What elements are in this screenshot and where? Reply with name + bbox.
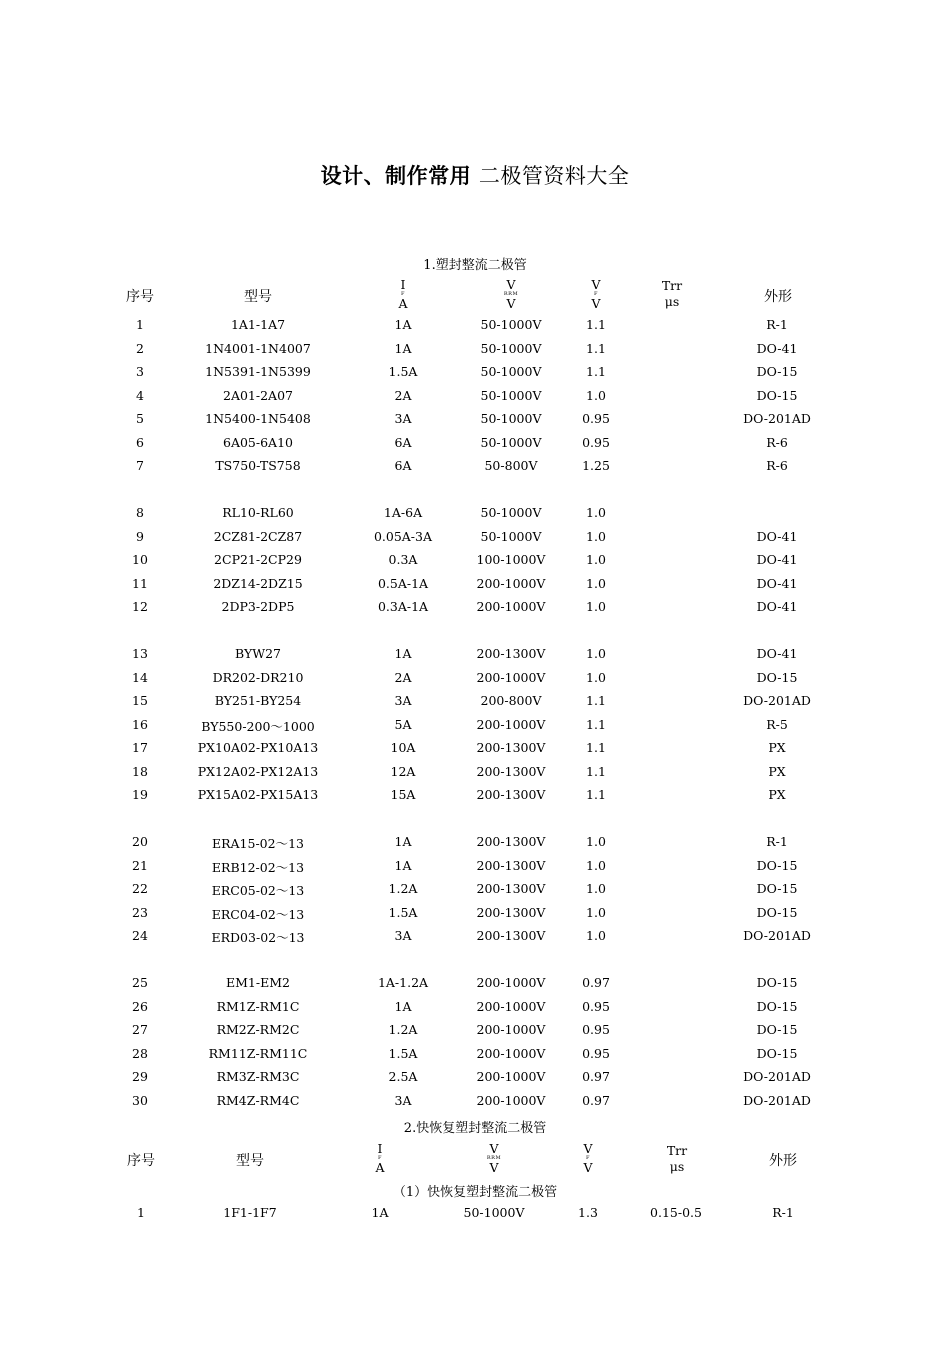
header-trr-symbol: Trr <box>661 278 683 293</box>
cell-vrrm: 200-1000V <box>476 1069 546 1084</box>
header-if <box>383 278 423 310</box>
cell-model: RM1Z-RM1C <box>216 999 300 1014</box>
cell-shape: R-6 <box>766 458 788 473</box>
cell-if: 3A <box>394 411 412 426</box>
cell-if: 3A <box>394 693 412 708</box>
cell-no: 9 <box>136 529 144 544</box>
cell-vf: 0.95 <box>582 999 610 1014</box>
cell-model: ERC04-02～13 <box>211 907 305 922</box>
cell-if: 3A <box>394 928 412 943</box>
cell-model: 2DP3-2DP5 <box>221 599 295 614</box>
table-row <box>0 646 950 666</box>
table-row <box>0 834 950 854</box>
cell-model: PX15A02-PX15A13 <box>197 787 319 802</box>
cell-vrrm: 200-1300V <box>476 787 546 802</box>
cell-vf: 0.97 <box>582 975 610 990</box>
cell-model: PX10A02-PX10A13 <box>197 740 319 755</box>
cell-vf: 1.1 <box>586 693 606 708</box>
cell-vf: 0.97 <box>582 1093 610 1108</box>
header-vf-subscript: F <box>594 291 598 297</box>
cell-if: 1A <box>394 834 412 849</box>
cell-vf: 1.0 <box>586 576 606 591</box>
cell-no: 15 <box>132 693 148 708</box>
cell-vrrm: 200-1000V <box>476 999 546 1014</box>
cell-if: 0.5A-1A <box>377 576 429 591</box>
cell-vrrm: 200-1000V <box>476 1046 546 1061</box>
cell-vf: 0.95 <box>582 411 610 426</box>
cell-vrrm: 50-1000V <box>480 505 542 520</box>
header-if-subscript: F <box>401 291 405 297</box>
cell-vf: 0.95 <box>582 1046 610 1061</box>
cell-shape: PX <box>768 764 786 779</box>
table-row <box>0 505 950 525</box>
cell-shape: DO-41 <box>756 576 798 591</box>
cell-vrrm: 50-1000V <box>480 435 542 450</box>
cell-vrrm: 50-1000V <box>480 411 542 426</box>
cell-if: 1A <box>394 317 412 332</box>
cell-shape: DO-15 <box>756 1022 798 1037</box>
table-row <box>0 458 950 478</box>
table-row <box>0 764 950 784</box>
cell-shape: DO-201AD <box>743 411 811 426</box>
table-row <box>0 341 950 361</box>
cell-vf: 1.0 <box>586 905 606 920</box>
cell-vrrm: 100-1000V <box>476 552 546 567</box>
table-row <box>0 1022 950 1042</box>
header-vrrm <box>486 278 536 310</box>
cell-vrrm: 200-1300V <box>476 881 546 896</box>
header-vrrm-unit: V <box>506 296 516 311</box>
header-vf-unit: V <box>583 1160 593 1175</box>
cell-vrrm: 50-1000V <box>463 1205 525 1220</box>
cell-no: 5 <box>136 411 144 426</box>
cell-no: 21 <box>132 858 148 873</box>
cell-if: 1A-1.2A <box>377 975 429 990</box>
header-model: 型号 <box>244 289 272 305</box>
header-vrrm-subscript: RRM <box>486 1155 502 1161</box>
header-vf-symbol: V <box>591 277 601 292</box>
cell-if: 2A <box>394 388 412 403</box>
table-row <box>0 552 950 572</box>
cell-vf: 1.0 <box>586 599 606 614</box>
cell-shape: R-1 <box>766 317 788 332</box>
cell-vf: 1.0 <box>586 388 606 403</box>
cell-vrrm: 200-1000V <box>476 1093 546 1108</box>
cell-shape: DO-201AD <box>743 1069 811 1084</box>
table-row <box>0 670 950 690</box>
cell-shape: DO-15 <box>756 858 798 873</box>
cell-model: DR202-DR210 <box>212 670 304 685</box>
cell-if: 1A <box>394 999 412 1014</box>
cell-no: 1 <box>136 317 144 332</box>
cell-no: 14 <box>132 670 148 685</box>
table-row <box>0 693 950 713</box>
cell-vf: 1.0 <box>586 552 606 567</box>
cell-vrrm: 200-1300V <box>476 928 546 943</box>
cell-if: 1A <box>394 858 412 873</box>
header-vrrm-subscript: RRM <box>503 291 519 297</box>
cell-vrrm: 200-1300V <box>476 740 546 755</box>
title-sub: 二极管资料大全 <box>478 164 630 188</box>
cell-if: 1.5A <box>388 364 418 379</box>
cell-model: RL10-RL60 <box>222 505 294 520</box>
cell-vrrm: 200-1000V <box>476 1022 546 1037</box>
cell-vf: 1.1 <box>586 364 606 379</box>
table-row <box>0 1205 950 1225</box>
cell-shape: R-5 <box>766 717 788 732</box>
cell-vrrm: 200-1300V <box>476 905 546 920</box>
cell-model: 6A05-6A10 <box>223 435 293 450</box>
title-main: 设计、制作常用 <box>320 163 472 188</box>
cell-model: ERC05-02～13 <box>211 883 305 898</box>
table-row <box>0 1046 950 1066</box>
table-row <box>0 1069 950 1089</box>
cell-if: 2A <box>394 670 412 685</box>
cell-shape: DO-15 <box>756 364 798 379</box>
cell-no: 28 <box>132 1046 148 1061</box>
cell-model: 1N5391-1N5399 <box>205 364 311 379</box>
cell-model: 2CZ81-2CZ87 <box>213 529 303 544</box>
header-no: 序号 <box>127 1153 155 1169</box>
cell-vrrm: 50-1000V <box>480 364 542 379</box>
cell-no: 20 <box>132 834 148 849</box>
cell-vf: 1.1 <box>586 787 606 802</box>
cell-shape: DO-15 <box>756 670 798 685</box>
header-shape: 外形 <box>764 289 792 305</box>
cell-model: BY251-BY254 <box>214 693 302 708</box>
cell-vf: 1.0 <box>586 529 606 544</box>
cell-no: 2 <box>136 341 144 356</box>
cell-vrrm: 200-1300V <box>476 646 546 661</box>
header-trr-unit: μs <box>669 1159 685 1174</box>
cell-no: 24 <box>132 928 148 943</box>
cell-no: 30 <box>132 1093 148 1108</box>
cell-if: 0.05A-3A <box>373 529 433 544</box>
header-vrrm-symbol: V <box>489 1141 499 1156</box>
page-title <box>0 160 950 190</box>
cell-shape: DO-15 <box>756 999 798 1014</box>
table-row <box>0 740 950 760</box>
header-if-unit: A <box>398 296 408 311</box>
table-2-header <box>0 1142 950 1178</box>
cell-vf: 0.95 <box>582 1022 610 1037</box>
cell-vrrm: 200-1000V <box>476 576 546 591</box>
header-vrrm <box>469 1142 519 1174</box>
cell-no: 22 <box>132 881 148 896</box>
cell-if: 12A <box>390 764 416 779</box>
table-1-header <box>0 278 950 314</box>
cell-vf: 1.0 <box>586 858 606 873</box>
cell-shape: DO-41 <box>756 552 798 567</box>
section-1-heading: 1.塑封整流二极管 <box>423 258 527 273</box>
cell-shape: DO-15 <box>756 388 798 403</box>
cell-vf: 1.25 <box>582 458 610 473</box>
cell-model: 1N4001-1N4007 <box>205 341 311 356</box>
cell-shape: PX <box>768 787 786 802</box>
cell-model: BYW27 <box>235 646 281 661</box>
cell-no: 18 <box>132 764 148 779</box>
cell-no: 13 <box>132 646 148 661</box>
cell-if: 2.5A <box>388 1069 418 1084</box>
cell-model: 1A1-1A7 <box>230 317 286 332</box>
cell-no: 29 <box>132 1069 148 1084</box>
cell-no: 16 <box>132 717 148 732</box>
cell-shape: DO-41 <box>756 646 798 661</box>
cell-if: 3A <box>394 1093 412 1108</box>
cell-model: 1N5400-1N5408 <box>205 411 311 426</box>
table-row <box>0 717 950 737</box>
table-row <box>0 787 950 807</box>
table-row <box>0 975 950 995</box>
cell-if: 1.5A <box>388 905 418 920</box>
cell-model: BY550-200～1000 <box>201 719 315 734</box>
cell-vf: 1.1 <box>586 764 606 779</box>
cell-if: 0.3A <box>388 552 418 567</box>
cell-model: RM11Z-RM11C <box>208 1046 308 1061</box>
cell-vf: 1.0 <box>586 670 606 685</box>
cell-vrrm: 200-1000V <box>476 717 546 732</box>
cell-no: 8 <box>136 505 144 520</box>
header-no: 序号 <box>126 289 154 305</box>
cell-no: 3 <box>136 364 144 379</box>
cell-no: 26 <box>132 999 148 1014</box>
section-2-heading: 2.快恢复塑封整流二极管 <box>403 1121 547 1136</box>
header-if-subscript: F <box>378 1155 382 1161</box>
cell-shape: DO-41 <box>756 599 798 614</box>
cell-model: ERD03-02～13 <box>211 930 305 945</box>
cell-shape: DO-15 <box>756 1046 798 1061</box>
cell-no: 25 <box>132 975 148 990</box>
cell-if: 1.2A <box>388 1022 418 1037</box>
cell-no: 7 <box>136 458 144 473</box>
cell-no: 4 <box>136 388 144 403</box>
cell-shape: DO-15 <box>756 881 798 896</box>
cell-shape: DO-201AD <box>743 928 811 943</box>
cell-vrrm: 50-1000V <box>480 388 542 403</box>
cell-shape: DO-15 <box>756 905 798 920</box>
cell-shape: DO-201AD <box>743 1093 811 1108</box>
header-trr <box>647 279 697 308</box>
header-vf <box>568 1142 608 1174</box>
cell-vrrm: 50-1000V <box>480 317 542 332</box>
table-row <box>0 1093 950 1113</box>
cell-if: 0.3A-1A <box>377 599 429 614</box>
header-vf <box>576 278 616 310</box>
header-if-symbol: I <box>377 1141 383 1156</box>
cell-vrrm: 200-1300V <box>476 858 546 873</box>
cell-model: 1F1-1F7 <box>223 1205 277 1220</box>
table-row <box>0 928 950 948</box>
cell-model: PX12A02-PX12A13 <box>197 764 319 779</box>
table-row <box>0 388 950 408</box>
cell-no: 27 <box>132 1022 148 1037</box>
cell-no: 23 <box>132 905 148 920</box>
cell-vf: 1.0 <box>586 928 606 943</box>
cell-shape: DO-15 <box>756 975 798 990</box>
cell-vf: 1.1 <box>586 317 606 332</box>
header-vf-symbol: V <box>583 1141 593 1156</box>
cell-vf: 1.0 <box>586 505 606 520</box>
cell-if: 10A <box>390 740 416 755</box>
cell-if: 6A <box>394 458 412 473</box>
cell-if: 1A <box>394 341 412 356</box>
cell-vrrm: 200-1000V <box>476 975 546 990</box>
cell-model: ERB12-02～13 <box>211 860 305 875</box>
cell-vf: 1.3 <box>578 1205 598 1220</box>
cell-vrrm: 50-1000V <box>480 529 542 544</box>
cell-no: 1 <box>137 1205 145 1220</box>
cell-vrrm: 200-1300V <box>476 834 546 849</box>
table-row <box>0 599 950 619</box>
header-trr-unit: μs <box>664 294 680 309</box>
table-row <box>0 881 950 901</box>
cell-if: 5A <box>394 717 412 732</box>
header-trr-symbol: Trr <box>666 1143 688 1158</box>
cell-no: 12 <box>132 599 148 614</box>
cell-no: 11 <box>132 576 148 591</box>
cell-vf: 1.0 <box>586 646 606 661</box>
table-row <box>0 999 950 1019</box>
header-trr <box>652 1144 702 1173</box>
header-model: 型号 <box>236 1153 264 1169</box>
table-row <box>0 411 950 431</box>
cell-model: RM2Z-RM2C <box>216 1022 300 1037</box>
header-vrrm-symbol: V <box>506 277 516 292</box>
table-row <box>0 858 950 878</box>
table-row <box>0 905 950 925</box>
table-row <box>0 364 950 384</box>
cell-model: TS750-TS758 <box>215 458 301 473</box>
cell-if: 15A <box>390 787 416 802</box>
cell-vrrm: 50-800V <box>484 458 538 473</box>
header-if-symbol: I <box>400 277 406 292</box>
cell-model: 2CP21-2CP29 <box>214 552 302 567</box>
cell-vf: 1.1 <box>586 341 606 356</box>
header-vf-unit: V <box>591 296 601 311</box>
cell-shape: DO-41 <box>756 529 798 544</box>
cell-no: 6 <box>136 435 144 450</box>
cell-model: 2DZ14-2DZ15 <box>213 576 303 591</box>
cell-trr: 0.15-0.5 <box>650 1205 702 1220</box>
cell-if: 1.5A <box>388 1046 418 1061</box>
cell-shape: R-6 <box>766 435 788 450</box>
header-shape: 外形 <box>769 1153 797 1169</box>
cell-no: 19 <box>132 787 148 802</box>
cell-if: 1.2A <box>388 881 418 896</box>
cell-model: ERA15-02～13 <box>211 836 304 851</box>
subsection-heading: （1）快恢复塑封整流二极管 <box>392 1185 558 1200</box>
cell-model: 2A01-2A07 <box>223 388 293 403</box>
table-row <box>0 435 950 455</box>
cell-vf: 1.0 <box>586 834 606 849</box>
cell-vrrm: 200-1000V <box>476 599 546 614</box>
cell-if: 1A <box>371 1205 389 1220</box>
cell-shape: DO-201AD <box>743 693 811 708</box>
cell-vrrm: 200-800V <box>480 693 542 708</box>
table-row <box>0 317 950 337</box>
cell-if: 6A <box>394 435 412 450</box>
table-row <box>0 576 950 596</box>
cell-vf: 1.1 <box>586 740 606 755</box>
header-if <box>360 1142 400 1174</box>
cell-vf: 0.95 <box>582 435 610 450</box>
cell-vrrm: 200-1000V <box>476 670 546 685</box>
cell-vf: 1.0 <box>586 881 606 896</box>
header-if-unit: A <box>375 1160 385 1175</box>
cell-vf: 0.97 <box>582 1069 610 1084</box>
cell-if: 1A-6A <box>383 505 423 520</box>
cell-model: EM1-EM2 <box>226 975 290 990</box>
header-vrrm-unit: V <box>489 1160 499 1175</box>
cell-model: RM3Z-RM3C <box>216 1069 300 1084</box>
cell-model: RM4Z-RM4C <box>216 1093 300 1108</box>
cell-vrrm: 50-1000V <box>480 341 542 356</box>
cell-shape: DO-41 <box>756 341 798 356</box>
cell-vrrm: 200-1300V <box>476 764 546 779</box>
cell-vf: 1.1 <box>586 717 606 732</box>
header-vf-subscript: F <box>586 1155 590 1161</box>
cell-shape: R-1 <box>772 1205 794 1220</box>
cell-no: 10 <box>132 552 148 567</box>
table-row <box>0 529 950 549</box>
cell-if: 1A <box>394 646 412 661</box>
cell-shape: PX <box>768 740 786 755</box>
cell-shape: R-1 <box>766 834 788 849</box>
cell-no: 17 <box>132 740 148 755</box>
